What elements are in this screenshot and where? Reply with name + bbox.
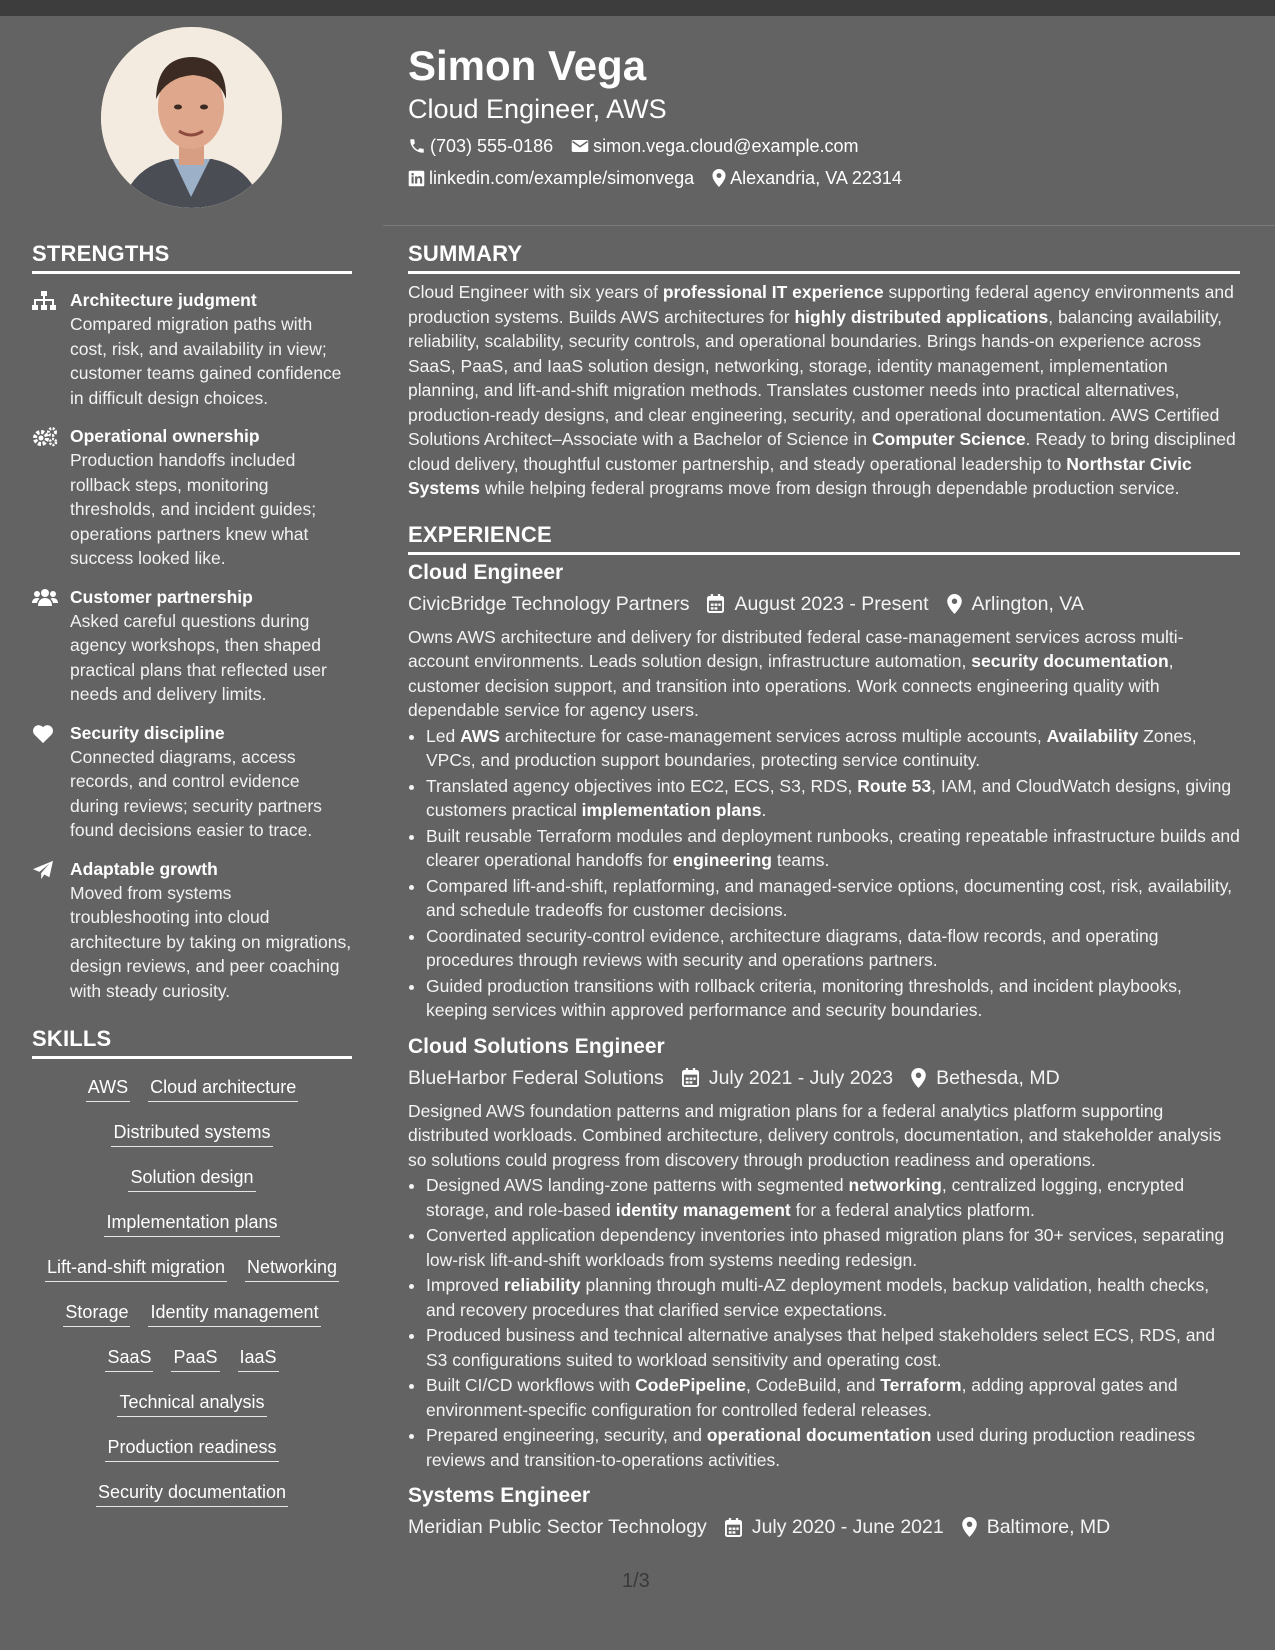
candidate-role: Cloud Engineer, AWS (408, 94, 667, 124)
map-pin-icon (962, 1517, 977, 1537)
skill-tag: AWS (86, 1075, 130, 1102)
skill-tag: Security documentation (96, 1480, 288, 1507)
heart-icon (32, 724, 54, 744)
skill-row (32, 1159, 352, 1204)
skill-tag: Storage (63, 1300, 130, 1327)
profile-photo (101, 27, 282, 208)
strength-description: Asked careful questions during agency workshops, then shaped practical plans that reflected user needs and delivery limits. (70, 610, 327, 704)
right-column (408, 240, 1240, 1540)
paper-plane-icon (32, 860, 54, 880)
experience-section (408, 521, 1240, 1541)
job-location: Bethesda, MD (911, 1065, 1060, 1091)
skill-row (32, 1294, 352, 1339)
job-bullets (408, 724, 1240, 1023)
skill-row (32, 1474, 352, 1519)
contact-row-2 (408, 166, 1238, 190)
job-bullet: • Guided production transitions with rollback criteria, monitoring thresholds, and incident playbooks, keeping services within approved performance and security boundaries. (426, 974, 1240, 1023)
job-bullet: • Built CI/CD workflows with CodePipeline, CodeBuild, and Terraform, adding approval gates and environment-specific configuration for controlled federal releases. (426, 1373, 1240, 1422)
calendar-icon (707, 594, 724, 613)
job-meta (408, 1065, 1240, 1091)
strength-item (32, 721, 352, 843)
job-bullet: • Produced business and technical alternative analyses that helped stakeholders select ECS, RDS, and S3 configurations suited to workload sensitivity and operating cost. (426, 1323, 1240, 1372)
gears-icon (32, 427, 58, 447)
experience-rule (408, 552, 1240, 555)
map-pin-icon (947, 594, 962, 614)
job-dates: July 2021 - July 2023 (682, 1065, 893, 1091)
location-text: Alexandria, VA 22314 (730, 168, 902, 188)
job-dates: August 2023 - Present (707, 591, 928, 617)
job-bullet: • Built reusable Terraform modules and deployment runbooks, creating repeatable infrastructure builds and clearer operational handoffs for engineering teams. (426, 824, 1240, 873)
phone-text: (703) 555-0186 (430, 136, 554, 156)
skills-rule (32, 1056, 352, 1059)
summary-rule (408, 271, 1240, 274)
strength-title: Customer partnership (70, 586, 253, 607)
job-bullet: • Translated agency objectives into EC2, ECS, S3, RDS, Route 53, IAM, and CloudWatch designs, giving customers practical implementation plans. (426, 774, 1240, 823)
job-entry (408, 1033, 1240, 1473)
skill-row (32, 1249, 352, 1294)
header-divider (383, 225, 1275, 226)
job-bullet: • Compared lift-and-shift, replatforming, and managed-service options, documenting cost, risk, availability, and schedule tradeoffs for customer decisions. (426, 874, 1240, 923)
skills-section (32, 1025, 352, 1519)
job-description: Designed AWS foundation patterns and migration plans for a federal analytics platform supporting distributed workloads. Combined architecture, delivery controls, documentation, and stakeholder analysis so solutions could progress from discovery through production readiness and operations. (408, 1100, 1222, 1170)
strength-description: Compared migration paths with cost, risk, and availability in view; customer teams gained confidence in difficult design choices. (70, 314, 342, 408)
strengths-rule (32, 271, 352, 274)
skill-row (32, 1429, 352, 1474)
strength-title: Operational ownership (70, 426, 260, 446)
map-pin-icon (712, 169, 726, 187)
job-bullet: • Converted application dependency inventories into phased migration plans for 30+ services, separating low-risk lift-and-shift workloads from systems needing redesign. (426, 1223, 1240, 1272)
candidate-name: Simon Vega (408, 42, 647, 89)
skills-heading: SKILLS (32, 1026, 112, 1051)
users-icon (32, 588, 58, 606)
skill-row (32, 1069, 352, 1114)
strengths-section (32, 240, 352, 1003)
skill-tag: Networking (245, 1255, 339, 1282)
job-meta (408, 591, 1240, 617)
job-title: Cloud Engineer (408, 560, 564, 584)
skill-tag: IaaS (238, 1345, 279, 1372)
job-entry (408, 559, 1240, 1023)
experience-heading: EXPERIENCE (408, 521, 552, 547)
skill-tag: Lift-and-shift migration (45, 1255, 227, 1282)
page-number: 1/3 (622, 1570, 650, 1592)
summary-text: Cloud Engineer with six years of professional IT experience supporting federal agency environments and production systems. Builds AWS architectures for highly distributed applications, balancing availability, reliability, scalability, security controls, and operational boundaries. Brings hands-on experience across SaaS, PaaS, and IaaS solution design, networking, storage, identity management, implementation planning, and lift-and-shift migration methods. Translates customer needs into practical alternatives, production-ready designs, and clear engineering, security, and operational documentation. AWS Certified Solutions Architect–Associate with a Bachelor of Science in Computer Science. Ready to bring disciplined cloud delivery, thoughtful customer partnership, and steady operational leadership to Northstar Civic Systems while helping federal programs move from design through dependable production service. (408, 282, 1236, 498)
left-column (32, 240, 352, 1519)
phone-icon (408, 137, 426, 155)
skill-tag: Cloud architecture (148, 1075, 298, 1102)
skill-row (32, 1384, 352, 1429)
location-contact (712, 166, 902, 190)
job-bullet: • Designed AWS landing-zone patterns with segmented networking, centralized logging, encrypted storage, and role-based identity management for a federal analytics platform. (426, 1173, 1240, 1222)
skill-tag: Identity management (148, 1300, 320, 1327)
skill-tag: Solution design (128, 1165, 255, 1192)
job-bullet: • Improved reliability planning through multi-AZ deployment models, backup validation, health checks, and recovery procedures that clarified service expectations. (426, 1273, 1240, 1322)
job-location: Baltimore, MD (962, 1514, 1111, 1540)
strength-item (32, 288, 352, 410)
summary-heading: SUMMARY (408, 241, 523, 266)
job-dates: July 2020 - June 2021 (725, 1514, 944, 1540)
strength-description: Moved from systems troubleshooting into cloud architecture by taking on migrations, design reviews, and peer coaching with steady curiosity. (70, 882, 352, 1001)
strength-title: Architecture judgment (70, 290, 257, 310)
email-contact[interactable] (571, 134, 858, 158)
job-bullets (408, 1173, 1240, 1472)
job-title: Cloud Solutions Engineer (408, 1034, 665, 1058)
strength-title: Adaptable growth (70, 858, 218, 879)
summary-section (408, 240, 1240, 501)
linkedin-text: linkedin.com/example/simonvega (429, 168, 695, 188)
job-title: Systems Engineer (408, 1484, 591, 1507)
skill-tag: Distributed systems (111, 1120, 272, 1147)
strength-item (32, 424, 352, 571)
email-text: simon.vega.cloud@example.com (593, 136, 859, 156)
calendar-icon (725, 1518, 742, 1537)
job-description: Owns AWS architecture and delivery for distributed federal case-management services across multi-account environments. Leads solution design, infrastructure automation, security documentation, customer decision support, and transition into operations. Work connects engineering quality with dependable service for agency users. (408, 626, 1184, 720)
job-list (408, 559, 1240, 1541)
contact-row-1 (408, 134, 1238, 158)
skill-tag: PaaS (171, 1345, 219, 1372)
strength-item (32, 585, 352, 707)
sitemap-icon (32, 291, 56, 311)
skill-row (32, 1114, 352, 1159)
strength-title: Security discipline (70, 722, 225, 743)
strengths-heading: STRENGTHS (32, 241, 170, 266)
job-bullet: • Coordinated security-control evidence, architecture diagrams, data-flow records, and operating procedures through reviews with security and operations partners. (426, 924, 1240, 973)
job-company: BlueHarbor Federal Solutions (408, 1066, 664, 1089)
skill-tag: Implementation plans (104, 1210, 279, 1237)
linkedin-contact[interactable] (408, 166, 694, 190)
job-company: Meridian Public Sector Technology (408, 1516, 707, 1538)
envelope-icon (571, 138, 589, 154)
linkedin-icon (408, 170, 425, 187)
top-bar (0, 0, 1275, 16)
resume-header (408, 40, 1238, 190)
skill-row (32, 1339, 352, 1384)
strength-description: Production handoffs included rollback steps, monitoring thresholds, and incident guides; operations partners knew what success looked like. (70, 450, 317, 568)
job-meta (408, 1514, 1240, 1540)
skill-row (32, 1204, 352, 1249)
job-company: CivicBridge Technology Partners (408, 592, 690, 615)
skills-list (32, 1069, 352, 1519)
job-location: Arlington, VA (947, 591, 1084, 617)
skill-tag: Technical analysis (117, 1390, 266, 1417)
map-pin-icon (911, 1068, 926, 1088)
job-bullet: • Led AWS architecture for case-management services across multiple accounts, Availability Zones, VPCs, and production support boundaries, protecting service continuity. (426, 724, 1240, 773)
skill-tag: Production readiness (105, 1435, 278, 1462)
calendar-icon (682, 1068, 699, 1087)
job-entry (408, 1482, 1240, 1540)
skill-tag: SaaS (105, 1345, 153, 1372)
strength-item (32, 857, 352, 1004)
job-bullet: • Prepared engineering, security, and operational documentation used during production readiness reviews and transition-to-operations activities. (426, 1423, 1240, 1472)
strength-description: Connected diagrams, access records, and control evidence during reviews; security partners found decisions easier to trace. (70, 746, 322, 840)
phone-contact[interactable] (408, 134, 553, 158)
